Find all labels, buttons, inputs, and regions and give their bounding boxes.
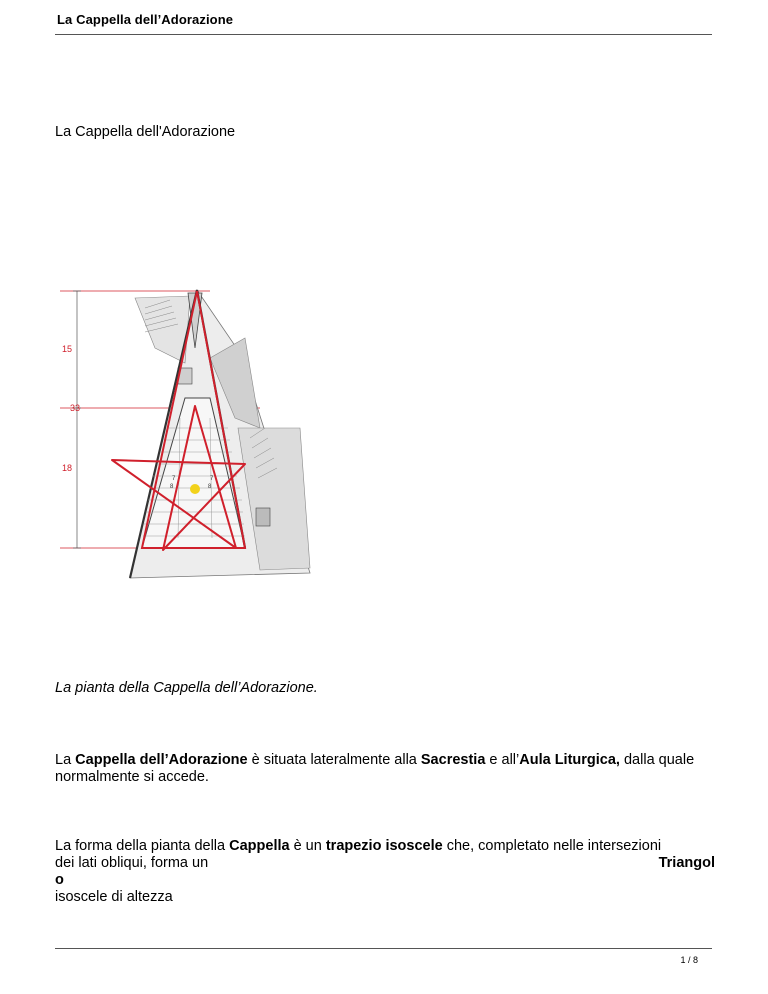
p2-bold-triangolo: Triangol [658, 855, 715, 871]
plan-label-right-upper: 7 [210, 476, 214, 482]
center-marker [190, 484, 200, 494]
plan-label-right: 8 [208, 484, 212, 490]
p2-line-3: o [55, 872, 64, 888]
p1-text-2: è situata lateralmente alla [247, 752, 421, 768]
dimension-label-15: 15 [62, 344, 73, 354]
p1-text-4: dalla quale normalmente si accede. [55, 752, 695, 785]
p2-line-1 [55, 838, 715, 855]
paragraph-shape [55, 838, 715, 906]
p1-bold-aula: Aula Liturgica, [519, 752, 620, 768]
p2-text-3: che, completato nelle intersezioni [442, 838, 662, 854]
p2-line-2 [55, 855, 715, 872]
chapel-floor-plan-figure [60, 278, 320, 598]
p2-bold-trapezio: trapezio isoscele [325, 838, 443, 854]
p2-line-4: isoscele di altezza [55, 889, 173, 905]
dimension-label-33: 33 [70, 403, 81, 413]
p1-text-1: La [55, 752, 76, 768]
document-title: La Cappella dell'Adorazione [55, 124, 236, 140]
dimension-vertical [73, 291, 81, 548]
page-number: 1 / 8 [680, 955, 698, 965]
header-divider [55, 34, 712, 35]
p1-bold-sacrestia: Sacrestia [420, 752, 486, 768]
p2-bold-cappella: Cappella [229, 838, 290, 854]
dimension-label-18: 18 [62, 463, 73, 473]
plan-label-left: 8 [170, 484, 174, 490]
figure-caption: La pianta della Cappella dell’Adorazione. [55, 680, 318, 696]
plan-body [130, 290, 310, 578]
running-header: La Cappella dell’Adorazione [57, 12, 234, 27]
floor-plan-drawing [60, 278, 320, 598]
p1-text-3: e all’ [485, 752, 520, 768]
footer-divider [55, 948, 712, 949]
p1-bold-cappella: Cappella dell’Adorazione [75, 752, 248, 768]
p2-text-2: è un [289, 838, 326, 854]
p2-text-1: La forma della pianta della [55, 838, 230, 854]
p2-line2-left: dei lati obliqui, forma un [55, 855, 209, 871]
plan-label-left-upper: 7 [172, 476, 176, 482]
paragraph-location [55, 752, 715, 786]
